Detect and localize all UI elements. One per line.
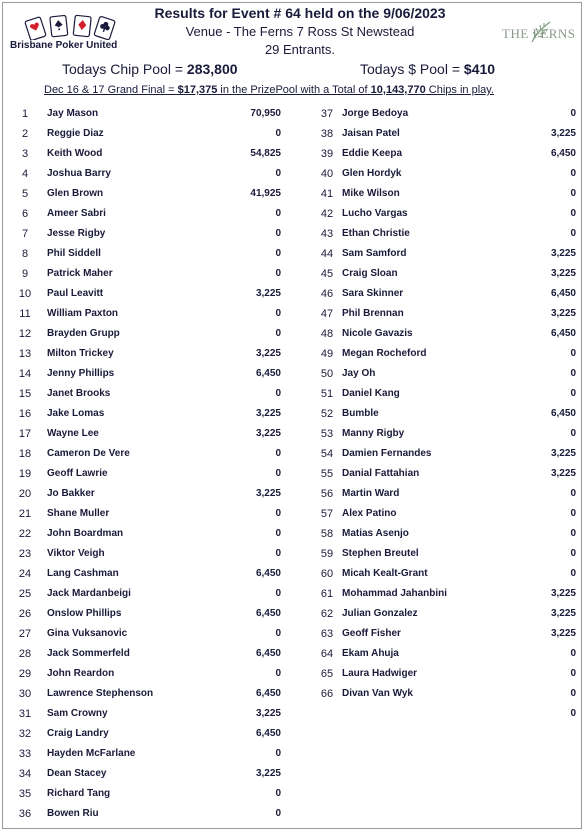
venue-logo [502,20,580,44]
player-name: Janet Brooks [47,388,111,399]
chip-count: 0 [275,248,281,259]
player-name: Ameer Sabri [47,208,106,219]
chip-count: 3,225 [550,448,576,459]
chip-count: 3,225 [255,768,281,779]
entrants-count: 29 Entrants. [264,42,336,57]
player-name: Jesse Rigby [47,228,106,239]
player-name: Lucho Vargas [342,208,408,219]
result-position: 6 [21,208,29,220]
chip-count: 0 [570,428,576,439]
player-name: Damien Fernandes [342,448,432,459]
result-position: 39 [320,148,334,160]
result-position: 38 [320,128,334,140]
venue-logo-text: THE FERNS [502,26,576,41]
fern-icon [528,20,554,44]
result-position: 52 [320,408,334,420]
player-name: Jake Lomas [47,408,105,419]
chip-count: 0 [275,308,281,319]
player-name: Glen Hordyk [342,168,402,179]
chip-count: 3,225 [550,628,576,639]
player-name: Geoff Fisher [342,628,401,639]
chip-count: 0 [570,488,576,499]
chip-count: 0 [275,628,281,639]
chip-count: 6,450 [550,288,576,299]
chip-count: 70,950 [250,108,281,119]
player-name: Megan Rocheford [342,348,427,359]
player-name: Keith Wood [47,148,103,159]
result-position: 40 [320,168,334,180]
player-name: Patrick Maher [47,268,113,279]
result-position: 34 [18,768,32,780]
result-position: 28 [18,648,32,660]
result-position: 61 [320,588,334,600]
result-position: 32 [18,728,32,740]
result-position: 45 [320,268,334,280]
player-name: Lang Cashman [47,568,119,579]
result-position: 8 [21,248,29,260]
result-position: 7 [21,228,29,240]
chip-count: 0 [570,188,576,199]
note-text-3: Chips in play. [425,84,494,96]
player-name: Milton Trickey [47,348,114,359]
chip-count: 6,450 [255,368,281,379]
player-name: Divan Van Wyk [342,688,413,699]
player-name: Ekam Ahuja [342,648,399,659]
chip-count: 0 [570,528,576,539]
chip-count: 0 [570,648,576,659]
chip-count: 6,450 [255,608,281,619]
result-position: 14 [18,368,32,380]
chip-count: 0 [275,668,281,679]
chip-count: 0 [275,208,281,219]
chip-count: 3,225 [255,428,281,439]
result-position: 53 [320,428,334,440]
result-position: 42 [320,208,334,220]
result-position: 15 [18,388,32,400]
player-name: Daniel Kang [342,388,400,399]
result-position: 31 [18,708,32,720]
result-position: 13 [18,348,32,360]
player-name: Jay Mason [47,108,99,119]
player-name: Onslow Phillips [47,608,122,619]
result-position: 4 [21,168,29,180]
result-position: 26 [18,608,32,620]
player-name: Richard Tang [47,788,111,799]
chip-count: 0 [570,688,576,699]
chip-count: 0 [570,348,576,359]
chip-count: 0 [275,588,281,599]
player-name: Geoff Lawrie [47,468,108,479]
player-name: Brayden Grupp [47,328,120,339]
result-position: 2 [21,128,29,140]
result-position: 11 [19,308,31,320]
note-text-2: in the PrizePool with a Total of [217,84,371,96]
player-name: Phil Brennan [342,308,404,319]
grand-final-note [44,84,584,96]
chip-count: 0 [570,548,576,559]
player-name: Gina Vuksanovic [47,628,128,639]
chip-count: 3,225 [550,248,576,259]
result-position: 55 [320,468,334,480]
chip-count: 6,450 [255,648,281,659]
chip-count: 3,225 [255,288,281,299]
chip-count: 0 [570,168,576,179]
player-name: Martin Ward [342,488,400,499]
result-position: 51 [320,388,334,400]
result-position: 44 [320,248,334,260]
player-name: Micah Kealt-Grant [342,568,428,579]
chip-pool-value: 283,800 [186,61,238,77]
player-name: Matias Asenjo [342,528,409,539]
result-position: 57 [320,508,334,520]
result-position: 47 [320,308,334,320]
result-position: 12 [18,328,32,340]
player-name: Shane Muller [47,508,110,519]
player-name: Sara Skinner [342,288,404,299]
result-position: 58 [320,528,334,540]
chip-count: 0 [570,228,576,239]
result-position: 43 [320,228,334,240]
result-position: 50 [320,368,334,380]
result-position: 54 [320,448,334,460]
chip-count: 0 [275,168,281,179]
result-position: 66 [320,688,334,700]
player-name: Joshua Barry [47,168,111,179]
player-name: Manny Rigby [342,428,405,439]
player-name: Laura Hadwiger [342,668,418,679]
player-name: Cameron De Vere [47,448,130,459]
player-name: Jack Sommerfeld [47,648,130,659]
chip-count: 0 [275,528,281,539]
chip-count: 0 [570,508,576,519]
chip-count: 0 [275,508,281,519]
chip-count: 0 [275,328,281,339]
player-name: Craig Landry [47,728,109,739]
player-name: Reggie Diaz [47,128,104,139]
chip-count: 3,225 [255,408,281,419]
note-text-1: Dec 16 & 17 Grand Final = [44,84,178,96]
chip-count: 0 [570,368,576,379]
player-name: Stephen Breutel [342,548,419,559]
chip-count: 6,450 [255,568,281,579]
chip-count: 6,450 [255,688,281,699]
result-position: 63 [320,628,334,640]
chip-count: 6,450 [550,148,576,159]
venue-line: Venue - The Ferns 7 Ross St Newstead [185,24,415,39]
result-position: 10 [18,288,32,300]
result-position: 3 [21,148,29,160]
chip-count: 3,225 [550,608,576,619]
result-position: 29 [18,668,32,680]
result-position: 59 [320,548,334,560]
chip-pool-label: Todays Chip Pool = [62,61,187,77]
chip-count: 3,225 [550,128,576,139]
player-name: Sam Samford [342,248,407,259]
player-name: John Reardon [47,668,115,679]
result-position: 24 [18,568,32,580]
chip-count: 0 [570,708,576,719]
result-position: 65 [320,668,334,680]
chip-count: 0 [570,388,576,399]
chip-count: 0 [570,668,576,679]
player-name: Jaisan Patel [342,128,400,139]
chip-count: 0 [570,108,576,119]
chip-count: 0 [275,268,281,279]
result-position: 17 [18,428,32,440]
cash-pool-value: $410 [463,61,496,77]
result-position: 49 [320,348,334,360]
player-name: Hayden McFarlane [47,748,136,759]
player-name: Danial Fattahian [342,468,420,479]
chip-count: 0 [275,788,281,799]
result-position: 36 [18,808,32,820]
chip-count: 0 [570,208,576,219]
result-position: 46 [320,288,334,300]
player-name: John Boardman [47,528,124,539]
chip-count: 3,225 [550,468,576,479]
chip-count: 3,225 [255,708,281,719]
result-position: 41 [320,188,334,200]
result-position: 35 [18,788,32,800]
result-position: 62 [320,608,334,620]
chip-count: 6,450 [550,408,576,419]
result-position: 21 [18,508,32,520]
result-position: 20 [18,488,32,500]
chip-pool [62,61,238,77]
result-position: 18 [18,448,32,460]
chip-count: 6,450 [255,728,281,739]
result-position: 27 [18,628,32,640]
chip-count: 54,825 [250,148,281,159]
player-name: Ethan Christie [342,228,410,239]
player-name: Alex Patino [342,508,397,519]
player-name: Julian Gonzalez [342,608,418,619]
player-name: Lawrence Stephenson [47,688,154,699]
club-logo [10,14,128,54]
result-position: 48 [320,328,334,340]
player-name: Eddie Keepa [342,148,403,159]
chip-count: 0 [275,448,281,459]
result-position: 60 [320,568,334,580]
chip-count: 0 [275,388,281,399]
player-name: Sam Crowny [47,708,108,719]
player-name: William Paxton [47,308,119,319]
chip-count: 3,225 [550,308,576,319]
chip-count: 3,225 [550,268,576,279]
cash-pool-label: Todays $ Pool = [360,61,464,77]
player-name: Craig Sloan [342,268,398,279]
result-position: 23 [18,548,32,560]
result-position: 64 [320,648,334,660]
result-position: 25 [18,588,32,600]
result-position: 5 [21,188,29,200]
chip-count: 3,225 [255,488,281,499]
player-name: Jenny Phillips [47,368,115,379]
cash-pool [360,61,495,77]
chip-count: 3,225 [550,588,576,599]
chip-count: 0 [275,468,281,479]
result-position: 22 [18,528,32,540]
chip-count: 41,925 [250,188,281,199]
player-name: Bowen Riu [47,808,99,819]
chip-count: 0 [275,748,281,759]
note-chips: 10,143,770 [370,84,426,96]
result-position: 33 [18,748,32,760]
result-position: 19 [18,468,32,480]
page-title: Results for Event # 64 held on the 9/06/2023 [154,5,446,21]
player-name: Bumble [342,408,379,419]
player-name: Nicole Gavazis [342,328,413,339]
chip-count: 0 [275,228,281,239]
result-position: 1 [21,108,29,120]
player-name: Phil Siddell [47,248,101,259]
player-name: Jay Oh [342,368,376,379]
playing-cards-icon [16,14,116,40]
chip-count: 3,225 [255,348,281,359]
result-position: 16 [18,408,32,420]
note-prize: $17,375 [177,84,218,96]
player-name: Mohammad Jahanbini [342,588,448,599]
player-name: Paul Leavitt [47,288,104,299]
player-name: Jorge Bedoya [342,108,409,119]
player-name: Glen Brown [47,188,104,199]
player-name: Dean Stacey [47,768,107,779]
player-name: Wayne Lee [47,428,99,439]
player-name: Jack Mardanbeigi [47,588,131,599]
club-name: Brisbane Poker United [10,40,118,51]
chip-count: 0 [275,548,281,559]
chip-count: 0 [570,568,576,579]
result-position: 9 [21,268,29,280]
result-position: 37 [320,108,334,120]
chip-count: 0 [275,128,281,139]
player-name: Jo Bakker [47,488,95,499]
result-position: 56 [320,488,334,500]
player-name: Mike Wilson [342,188,400,199]
result-position: 30 [18,688,32,700]
player-name: Viktor Veigh [47,548,105,559]
chip-count: 0 [275,808,281,819]
chip-count: 6,450 [550,328,576,339]
